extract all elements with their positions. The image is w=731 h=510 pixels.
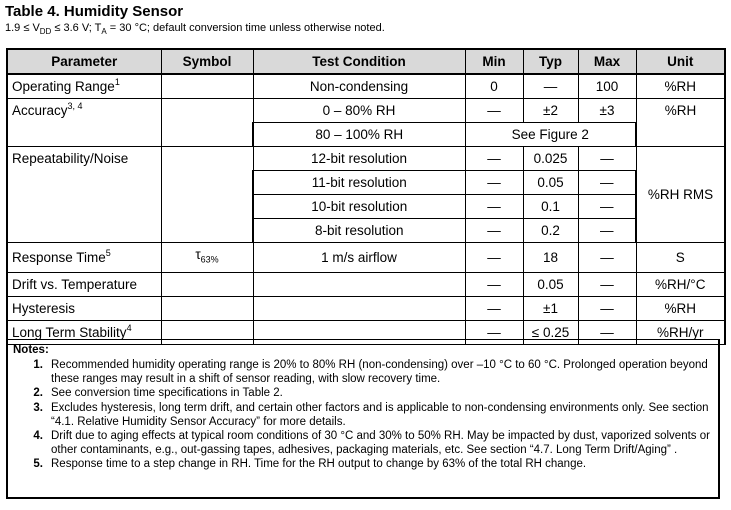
unit-cell: S <box>636 243 725 273</box>
param-cell: Hysteresis <box>7 296 161 320</box>
header-typ: Typ <box>523 49 578 74</box>
header-unit: Unit <box>636 49 725 74</box>
max-cell: — <box>578 219 636 243</box>
typ-cell: 0.05 <box>523 171 578 195</box>
max-cell: — <box>578 195 636 219</box>
table-row <box>7 243 725 273</box>
note-number: 2. <box>33 387 43 400</box>
table-title: Table 4. Humidity Sensor <box>5 3 184 20</box>
symbol-cell <box>161 99 253 147</box>
humidity-spec-table <box>6 48 726 345</box>
note-item <box>8 386 718 400</box>
unit-cell: %RH <box>636 99 725 147</box>
max-cell: — <box>578 243 636 273</box>
notes-heading: Notes: <box>13 344 49 356</box>
table-row <box>7 147 725 171</box>
max-cell: ±3 <box>578 99 636 123</box>
typ-cell: 0.2 <box>523 219 578 243</box>
typ-cell: ±2 <box>523 99 578 123</box>
note-text: Excludes hysteresis, long term drift, and certain other factors and is applicable to non-condensing environments only. See section “4.1. Relative Humidity Sensor Accuracy” for more details. <box>51 401 709 428</box>
note-text: Response time to a step change in RH. Time for the RH output to change by 63% of the total RH change. <box>51 458 587 471</box>
condition-cell: 12-bit resolution <box>253 147 465 171</box>
condition-cell: 80 – 100% RH <box>253 123 465 147</box>
table-header-row <box>7 49 725 74</box>
condition-cell: 11-bit resolution <box>253 171 465 195</box>
unit-cell: %RH <box>636 74 725 99</box>
note-number: 4. <box>33 430 43 443</box>
table-row <box>7 74 725 99</box>
condition-cell <box>253 296 465 320</box>
max-cell: 100 <box>578 74 636 99</box>
param-cell: Operating Range$^1$ <box>7 74 161 99</box>
min-cell: — <box>465 296 523 320</box>
symbol-cell: $\tau_{63\%}$ <box>161 243 253 273</box>
note-item <box>8 429 718 457</box>
min-cell: — <box>465 171 523 195</box>
max-cell: — <box>578 272 636 296</box>
symbol-cell <box>161 74 253 99</box>
min-cell: — <box>465 195 523 219</box>
condition-cell: 0 – 80% RH <box>253 99 465 123</box>
see-figure-cell: See Figure 2 <box>465 123 636 147</box>
typ-cell: — <box>523 74 578 99</box>
typ-cell: 0.05 <box>523 272 578 296</box>
condition-cell <box>253 272 465 296</box>
header-max: Max <box>578 49 636 74</box>
table-row <box>7 296 725 320</box>
note-number: 3. <box>33 401 43 414</box>
condition-cell: 1 m/s airflow <box>253 243 465 273</box>
min-cell: 0 <box>465 74 523 99</box>
typ-cell: ≤ 0.25 <box>523 320 578 344</box>
test-conditions: $1.9 \le V_{DD} \le 3.6$ V; $T_A = 30$ °C; default conversion time unless otherwise noted. <box>5 22 385 37</box>
max-cell: — <box>578 320 636 344</box>
note-text: Drift due to aging effects at typical room conditions of 30 °C and 30% to 50% RH. May be impacted by dust, vaporized solvents or other contaminants, e.g., out-gassing tapes, adhesives, packaging materials, etc. See section “4.7. Long Term Drift/Aging” . <box>51 430 710 457</box>
param-cell: Drift vs. Temperature <box>7 272 161 296</box>
min-cell: — <box>465 320 523 344</box>
symbol-cell <box>161 147 253 243</box>
max-cell: — <box>578 296 636 320</box>
param-cell: Repeatability/Noise <box>7 147 161 243</box>
typ-cell: 0.025 <box>523 147 578 171</box>
min-cell: — <box>465 147 523 171</box>
condition-cell: 10-bit resolution <box>253 195 465 219</box>
note-item <box>8 401 718 429</box>
header-min: Min <box>465 49 523 74</box>
typ-cell: 18 <box>523 243 578 273</box>
symbol-cell <box>161 272 253 296</box>
note-item <box>8 358 718 386</box>
header-symbol: Symbol <box>161 49 253 74</box>
param-cell: Long Term Stability$^4$ <box>7 320 161 344</box>
unit-cell: %RH RMS <box>636 147 725 243</box>
unit-cell: %RH/yr <box>636 320 725 344</box>
param-cell: Response Time$^5$ <box>7 243 161 273</box>
table-row <box>7 272 725 296</box>
header-test-condition: Test Condition <box>253 49 465 74</box>
typ-cell: ±1 <box>523 296 578 320</box>
note-text: Recommended humidity operating range is 20% to 80% RH (non-condensing) over –10 °C to 60 °C. Prolonged operation beyond these ranges may result in a shift of sensor reading, with slow recovery time. <box>51 359 708 386</box>
unit-cell: %RH/°C <box>636 272 725 296</box>
header-parameter: Parameter <box>7 49 161 74</box>
min-cell: — <box>465 219 523 243</box>
note-number: 5. <box>33 458 43 471</box>
note-item <box>8 457 718 471</box>
notes-box <box>6 339 720 499</box>
symbol-cell <box>161 296 253 320</box>
condition-cell: Non-condensing <box>253 74 465 99</box>
note-number: 1. <box>33 359 43 371</box>
param-cell: Accuracy$^{3, 4}$ <box>7 99 161 147</box>
min-cell: — <box>465 99 523 123</box>
typ-cell: 0.1 <box>523 195 578 219</box>
table-row <box>7 99 725 123</box>
condition-cell: 8-bit resolution <box>253 219 465 243</box>
note-text: See conversion time specifications in Table 2. <box>51 387 283 400</box>
unit-cell: %RH <box>636 296 725 320</box>
max-cell: — <box>578 147 636 171</box>
max-cell: — <box>578 171 636 195</box>
min-cell: — <box>465 243 523 273</box>
min-cell: — <box>465 272 523 296</box>
